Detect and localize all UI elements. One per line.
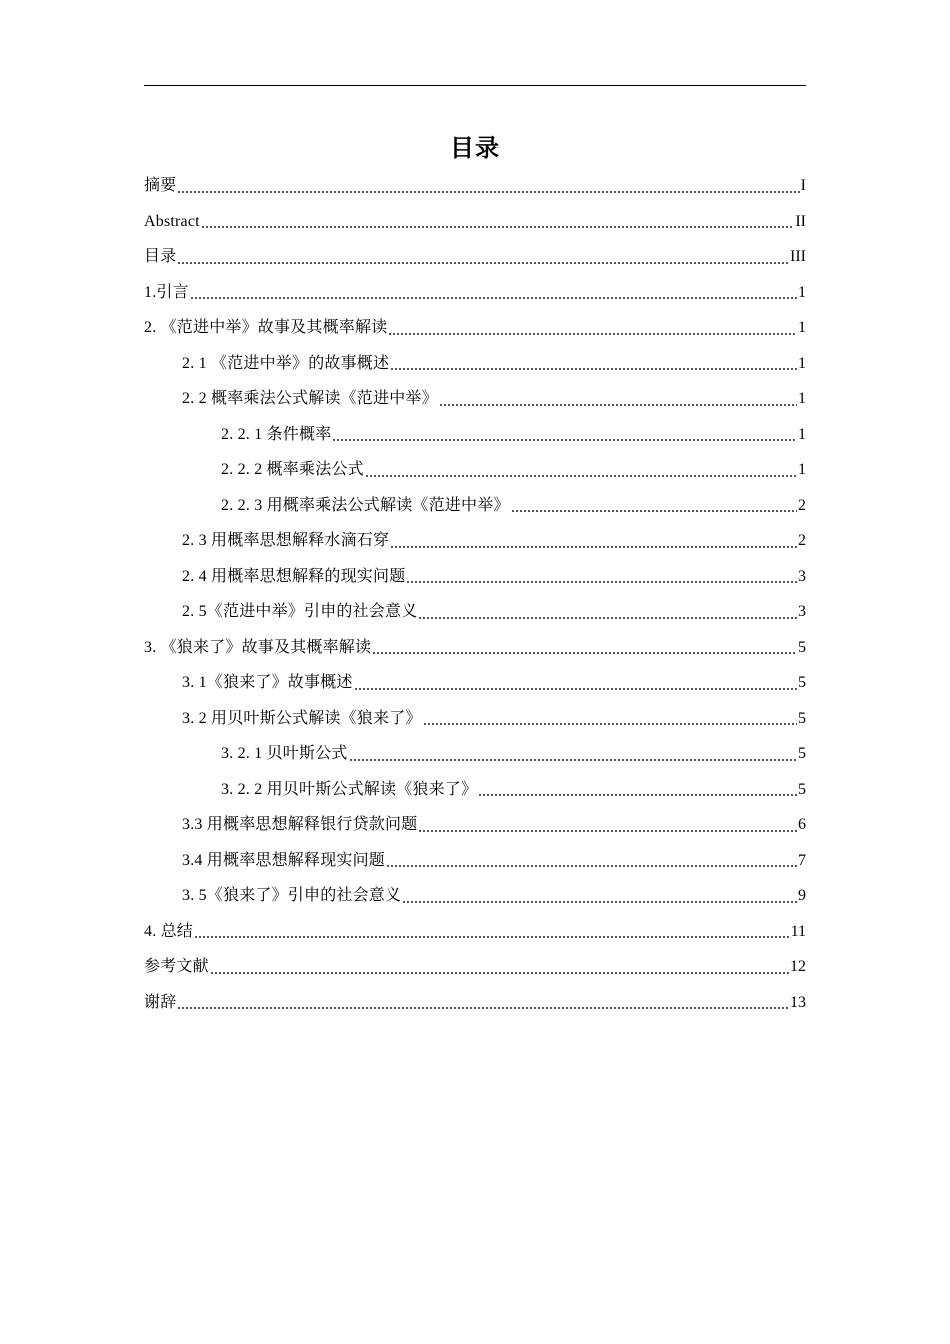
toc-entry-page-number: 11 xyxy=(790,922,806,940)
toc-entry[interactable] xyxy=(144,630,806,666)
toc-dot-leader xyxy=(402,900,797,904)
toc-entry[interactable] xyxy=(144,878,806,914)
toc-entry-title: 3. 1《狼来了》故事概述 xyxy=(182,674,353,691)
toc-dot-leader xyxy=(177,1006,789,1010)
toc-dot-leader xyxy=(423,722,797,726)
toc-dot-leader xyxy=(354,687,797,691)
toc-entry[interactable] xyxy=(144,701,806,737)
toc-dot-leader xyxy=(406,580,797,584)
toc-entry[interactable] xyxy=(144,239,806,275)
toc-entry[interactable] xyxy=(144,346,806,382)
toc-entry[interactable] xyxy=(144,772,806,808)
toc-entry-page-number: 1 xyxy=(798,425,806,443)
toc-entry-page-number: 9 xyxy=(798,887,806,904)
toc-entry-page-number: 5 xyxy=(798,709,806,727)
toc-title: 目录 xyxy=(450,134,500,162)
toc-entry-page-number: 13 xyxy=(790,993,806,1011)
toc-entry[interactable] xyxy=(144,523,806,559)
toc-entry-title: 2. 4 用概率思想解释的现实问题 xyxy=(182,567,406,585)
toc-dot-leader xyxy=(390,367,797,371)
toc-entry-title: 2. 《范进中举》故事及其概率解读 xyxy=(144,319,388,336)
toc-entry[interactable] xyxy=(144,488,806,524)
toc-entry[interactable] xyxy=(144,985,806,1021)
toc-entry[interactable] xyxy=(144,559,806,595)
toc-entry[interactable] xyxy=(144,452,806,488)
toc-dot-leader xyxy=(418,829,797,833)
toc-entry-title: 3. 2. 2 用贝叶斯公式解读《狼来了》 xyxy=(221,780,478,798)
toc-entry-page-number: II xyxy=(795,212,806,230)
toc-dot-leader xyxy=(210,971,789,975)
toc-entry-page-number: 5 xyxy=(798,674,806,691)
toc-dot-leader xyxy=(478,793,797,797)
toc-entry[interactable] xyxy=(144,843,806,879)
toc-entry-title: 3. 《狼来了》故事及其概率解读 xyxy=(144,638,372,656)
toc-dot-leader xyxy=(439,403,797,407)
toc-dot-leader xyxy=(332,438,797,442)
toc-entry-page-number: I xyxy=(800,177,806,194)
toc-entry[interactable] xyxy=(144,204,806,240)
toc-entry-title: 2. 3 用概率思想解释水滴石穿 xyxy=(182,532,390,549)
header-rule xyxy=(144,85,806,86)
toc-entry[interactable] xyxy=(144,417,806,453)
toc-dot-leader xyxy=(177,190,799,194)
toc-entry-title: 2. 2. 2 概率乘法公式 xyxy=(221,461,364,478)
toc-dot-leader xyxy=(349,758,797,762)
toc-entry-page-number: 1 xyxy=(798,461,806,478)
toc-entry-title: 2. 2. 3 用概率乘法公式解读《范进中举》 xyxy=(221,496,510,514)
toc-entry[interactable] xyxy=(144,594,806,630)
toc-dot-leader xyxy=(511,509,797,513)
toc-entry-title: 3. 5《狼来了》引申的社会意义 xyxy=(182,887,402,904)
toc-entry-page-number: 2 xyxy=(798,532,806,549)
toc-entry[interactable] xyxy=(144,949,806,985)
table-of-contents xyxy=(144,168,806,1020)
toc-entry-page-number: 7 xyxy=(798,851,806,869)
toc-dot-leader xyxy=(190,296,797,300)
toc-entry-page-number: 1 xyxy=(798,319,806,336)
toc-entry-title: 4. 总结 xyxy=(144,922,194,940)
toc-entry-page-number: 6 xyxy=(798,816,806,833)
toc-entry-page-number: 1 xyxy=(798,354,806,372)
toc-entry-title: 2. 5《范进中举》引申的社会意义 xyxy=(182,603,418,620)
toc-entry[interactable] xyxy=(144,168,806,204)
toc-entry-title: 目录 xyxy=(144,248,177,265)
toc-entry-title: 摘要 xyxy=(144,177,177,194)
toc-dot-leader xyxy=(194,935,790,939)
toc-dot-leader xyxy=(177,261,789,265)
toc-dot-leader xyxy=(372,651,797,655)
toc-entry-title: 参考文献 xyxy=(144,958,209,975)
toc-entry[interactable] xyxy=(144,807,806,843)
toc-entry-page-number: 5 xyxy=(798,780,806,798)
toc-entry-title: 2. 2. 1 条件概率 xyxy=(221,425,332,443)
toc-entry[interactable] xyxy=(144,381,806,417)
toc-dot-leader xyxy=(365,474,797,478)
toc-entry-page-number: 1 xyxy=(798,283,806,301)
toc-entry-page-number: 5 xyxy=(798,745,806,762)
toc-entry[interactable] xyxy=(144,914,806,950)
toc-dot-leader xyxy=(418,616,797,620)
toc-entry[interactable] xyxy=(144,275,806,311)
toc-entry-title: 3. 2 用贝叶斯公式解读《狼来了》 xyxy=(182,709,422,727)
toc-entry-page-number: 3 xyxy=(798,603,806,620)
toc-entry-page-number: 3 xyxy=(798,567,806,585)
toc-entry[interactable] xyxy=(144,736,806,772)
toc-entry-page-number: III xyxy=(790,248,806,265)
toc-dot-leader xyxy=(388,332,797,336)
toc-entry-page-number: 2 xyxy=(798,496,806,514)
toc-entry-page-number: 12 xyxy=(790,958,806,975)
toc-entry-title: 3.3 用概率思想解释银行贷款问题 xyxy=(182,816,418,833)
toc-entry-title: 3. 2. 1 贝叶斯公式 xyxy=(221,745,348,762)
toc-entry-page-number: 5 xyxy=(798,638,806,656)
toc-entry-title: 2. 2 概率乘法公式解读《范进中举》 xyxy=(182,390,438,407)
toc-entry-page-number: 1 xyxy=(798,390,806,407)
toc-entry-title: 3.4 用概率思想解释现实问题 xyxy=(182,851,386,869)
toc-entry[interactable] xyxy=(144,310,806,346)
toc-dot-leader xyxy=(386,864,797,868)
toc-entry-title: 1.引言 xyxy=(144,283,189,301)
toc-entry[interactable] xyxy=(144,665,806,701)
toc-entry-title: 谢辞 xyxy=(144,993,177,1011)
toc-dot-leader xyxy=(201,225,795,229)
toc-entry-title: 2. 1 《范进中举》的故事概述 xyxy=(182,354,390,372)
toc-dot-leader xyxy=(390,545,797,549)
toc-entry-title: Abstract xyxy=(144,212,200,230)
